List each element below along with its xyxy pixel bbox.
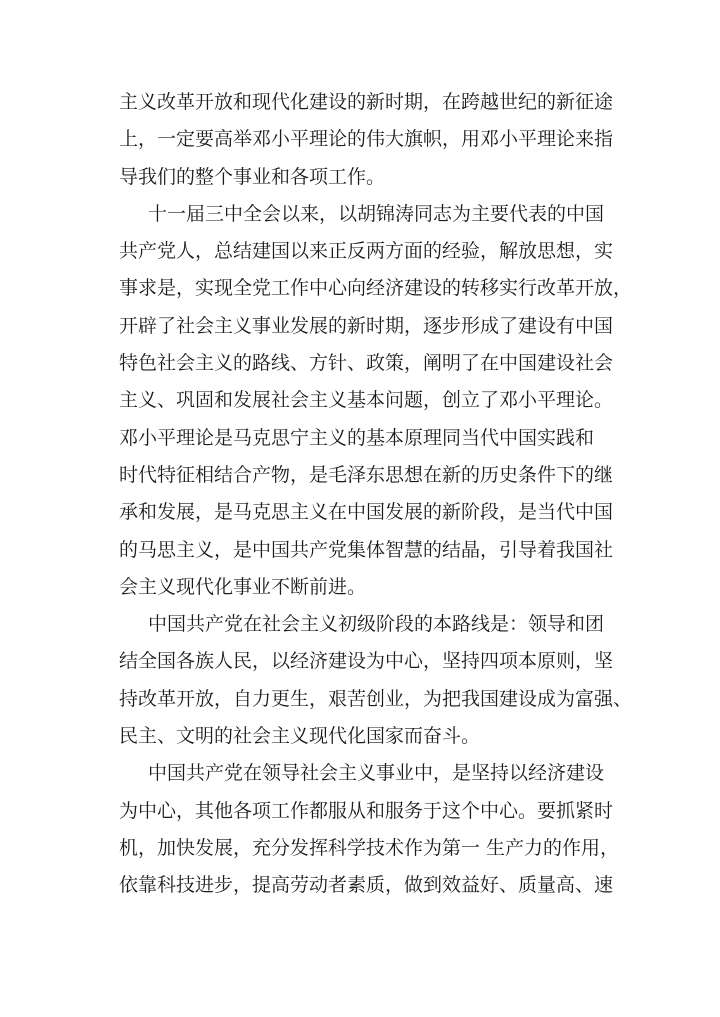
text-line: 开辟了社会主义事业发展的新时期，逐步形成了建设有中国 <box>119 314 614 337</box>
text-line: 的马思主义，是中国共产党集体智慧的结晶，引导着我国社 <box>119 538 614 561</box>
text-line: 机，加快发展，充分发挥科学技术作为第一 生产力的作用， <box>119 836 620 859</box>
paragraph-4 <box>119 755 620 904</box>
text-line: 结全国各族人民，以经济建设为中心，坚持四项本原则，坚 <box>119 650 614 673</box>
text-line: 上，一定要高举邓小平理论的伟大旗帜，用邓小平理论来指 <box>119 128 614 151</box>
text-line: 事求是，实现全党工作中心向经济建设的转移实行改革开放， <box>119 277 633 300</box>
text-line: 邓小平理论是马克思宁主义的基本原理同当代中国实践和 <box>119 426 595 449</box>
paragraph-3 <box>119 606 633 755</box>
paragraph-1 <box>119 84 614 196</box>
paragraph-2 <box>119 196 633 606</box>
text-line: 中国共产党在领导社会主义事业中，是坚持以经济建设 <box>148 762 605 785</box>
text-line: 时代特征相结合产物，是毛泽东思想在新的历史条件下的继 <box>119 463 614 486</box>
text-line: 承和发展，是马克思主义在中国发展的新阶段，是当代中国 <box>119 501 614 524</box>
text-line: 为中心，其他各项工作都服从和服务于这个中心。要抓紧时 <box>119 799 614 822</box>
text-line: 持改革开放，自力更生，艰苦创业，为把我国建设成为富强、 <box>119 687 633 710</box>
body-text <box>119 84 633 905</box>
text-line: 会主义现代化事业不断前进。 <box>119 575 367 598</box>
text-line: 主义改革开放和现代化建设的新时期，在跨越世纪的新征途 <box>119 91 614 113</box>
text-line: 特色社会主义的路线、方针、政策，阐明了在中国建设社会 <box>119 352 614 375</box>
text-line: 依靠科技进步，提高劳动者素质，做到效益好、质量高、速 <box>119 874 614 897</box>
text-line: 导我们的整个事业和各项工作。 <box>119 165 386 188</box>
text-line: 主义、巩固和发展社会主义基本问题，创立了邓小平理论。 <box>119 389 614 412</box>
text-line: 中国共产党在社会主义初级阶段的本路线是：领导和团 <box>148 613 605 636</box>
text-line: 共产党人，总结建国以来正反两方面的经验，解放思想，实 <box>119 240 614 263</box>
text-line: 十一届三中全会以来，以胡锦涛同志为主要代表的中国 <box>148 202 605 225</box>
text-line: 民主、文明的社会主义现代化国家而奋斗。 <box>119 725 481 748</box>
